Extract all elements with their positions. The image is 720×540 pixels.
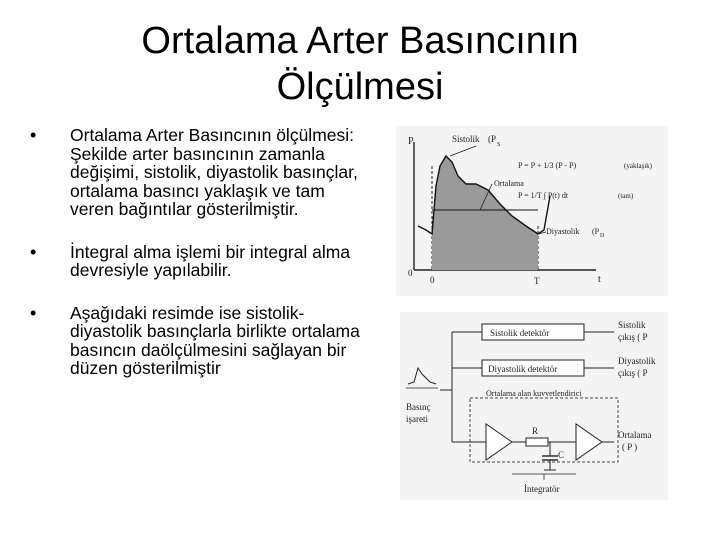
pd-sub: D [600,233,605,239]
approx-formula: P = P + 1/3 (P - P) [518,161,577,170]
basinc-label-1: Basınç [406,402,431,412]
resistor [526,438,548,446]
circuit-diagram [400,312,668,500]
diyastolik-label: Diyastolik [546,227,580,236]
bullet-list [28,126,358,402]
x-axis-label: t [598,274,601,285]
bullet-item: • Ortalama Arter Basıncının ölçülmesi: Şekilde arter basıncının zamanla değişimi, sistolik, diyastolik basınçlar, ortalama basıncı yaklaşık ve tam veren bağıntılar gösterilmiştir. [28,126,370,219]
period-label: T [534,276,540,286]
approx-note: (yaklaşık) [624,162,652,170]
exact-formula: P = 1/T ∫ P(t) dt [518,191,569,200]
origin-y-label: 0 [408,268,413,278]
ps-label: (P [488,134,497,144]
ortalama-out-label-1: Ortalama [618,430,652,440]
diyastolik-detector-label: Diyastolik detektör [488,364,558,374]
integrator-label: İntegratör [524,484,560,494]
diyastolik-out-label-1: Diyastolik [618,356,656,366]
ortalama-out-label-2: ( P ) [622,442,638,452]
diyastolik-out-label-2: çıkış ( P [618,368,648,378]
origin-x-label: 0 [430,275,435,285]
pd-label: (P [592,227,600,236]
title-line-2: Ölçülmesi [276,66,444,108]
ortalama-label: Ortalama [494,179,524,188]
sistolik-out-label-2: çıkış ( P [618,332,648,342]
ps-sub: S [497,142,501,148]
resistor-label: R [532,426,539,436]
ortalama-amplifier-label: Ortalama alan kuvvetlendirici [486,389,582,398]
title-line-1: Ortalama Arter Basıncının [141,20,579,62]
pressure-graph [396,126,668,296]
capacitor-label: C [558,450,565,460]
bullet-item: • Aşağıdaki resimde ise sistolik-diyastolik basınçlarla birlikte ortalama basıncın daölçülmesini sağlayan bir düzen gösterilmiştir [28,304,370,378]
basinc-label-2: işareti [406,414,428,424]
slide-title [0,18,720,110]
exact-note: (tam) [618,192,634,200]
sistolik-out-label-1: Sistolik [618,320,646,330]
bullet-item: • İntegral alma işlemi bir integral alma devresiyle yapılabilir. [28,243,380,280]
sistolik-label: Sistolik [452,134,480,144]
y-axis-label: P [408,136,414,147]
sistolik-detector-label: Sistolik detektör [490,328,550,338]
